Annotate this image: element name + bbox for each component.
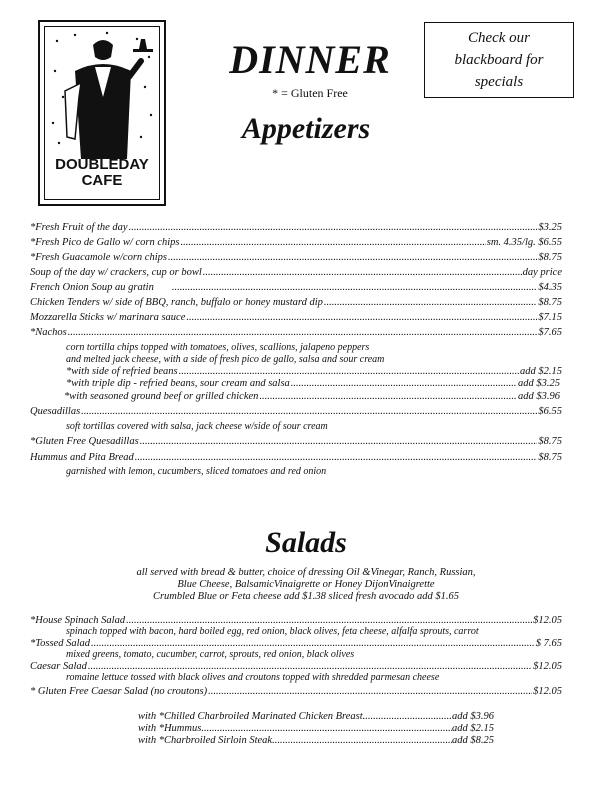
- item-name: Mozzarella Sticks w/ marinara sauce: [30, 312, 186, 323]
- salad-addon: [138, 734, 494, 747]
- item-description: garnished with lemon, cucumbers, sliced tomatoes and red onion: [66, 466, 327, 477]
- item-description: soft tortillas covered with salsa, jack cheese w/side of sour cream: [66, 421, 328, 432]
- addon-price: add $3.25: [518, 378, 560, 389]
- item-price: $ 7.65: [535, 638, 562, 649]
- item-price: $8.75: [538, 436, 562, 447]
- item-name: *Fresh Fruit of the day: [30, 222, 128, 233]
- specials-line: specials: [474, 74, 524, 90]
- menu-item: [30, 311, 562, 324]
- gluten-free-note: * = Gluten Free: [272, 86, 348, 100]
- item-description: and melted jack cheese, with a side of fresh pico de gallo, salsa and sour cream: [66, 354, 385, 365]
- addon-price: add $3.96: [518, 391, 560, 402]
- logo-line-2: CAFE: [81, 172, 123, 189]
- page-title: DINNER: [229, 37, 391, 82]
- item-description: corn tortilla chips topped with tomatoes, olives, scallions, jalapeno peppers: [66, 342, 370, 353]
- addon-price: add $2.15: [452, 723, 494, 734]
- addon-name: with *Charbroiled Sirloin Steak: [138, 735, 273, 746]
- item-name: Caesar Salad: [30, 661, 87, 672]
- addon-item: [64, 390, 560, 403]
- item-price: $12.05: [533, 686, 562, 697]
- item-price: $4.35: [538, 282, 562, 293]
- item-price: $8.75: [538, 252, 562, 263]
- menu-item: [30, 236, 562, 249]
- item-price: $7.65: [538, 327, 562, 338]
- item-name: *Gluten Free Quesadillas: [30, 436, 139, 447]
- menu-item: [30, 281, 562, 294]
- item-price: $7.15: [538, 312, 562, 323]
- addon-name: *with seasoned ground beef or grilled chicken: [64, 391, 259, 402]
- item-price: $3.25: [538, 222, 562, 233]
- menu-item: [30, 266, 562, 279]
- item-price: $12.05: [533, 661, 562, 672]
- item-name: *Fresh Guacamole w/corn chips: [30, 252, 167, 263]
- addon-name: with *Chilled Charbroiled Marinated Chicken Breast: [138, 711, 363, 722]
- salads-intro-line: Crumbled Blue or Feta cheese add $1.38 sliced fresh avocado add $1.65: [152, 591, 460, 602]
- salads-intro-line: all served with bread & butter, choice of dressing Oil &Vinegar, Ranch, Russian,: [136, 567, 476, 578]
- menu-item: [30, 435, 562, 448]
- menu-item: [30, 296, 562, 309]
- item-description: spinach topped with bacon, hard boiled egg, red onion, black olives, feta cheese, alfalfa sprouts, carrot: [66, 626, 479, 637]
- item-name: * Gluten Free Caesar Salad (no croutons): [30, 686, 208, 697]
- item-name: Quesadillas: [30, 406, 81, 417]
- addon-item: [66, 377, 560, 390]
- item-price: sm. 4.35/lg. $6.55: [486, 237, 562, 248]
- menu-item: [30, 326, 562, 339]
- logo-line-1: DOUBLEDAY: [55, 156, 149, 173]
- salads-intro-line: Blue Cheese, BalsamicVinaigrette or Honey DijonVinaigrette: [177, 579, 435, 590]
- item-price: $8.75: [538, 297, 562, 308]
- item-description: romaine lettuce tossed with black olives and croutons topped with shredded parmesan cheese: [66, 672, 440, 683]
- menu-item: [30, 405, 562, 418]
- addon-price: add $8.25: [452, 735, 494, 746]
- item-description: mixed greens, tomato, cucumber, carrot, sprouts, red onion, black olives: [66, 649, 355, 660]
- menu-item: [30, 685, 562, 698]
- item-price: $6.55: [538, 406, 562, 417]
- addon-price: add $2.15: [520, 366, 562, 377]
- specials-box: [424, 22, 574, 98]
- item-name: Hummus and Pita Bread: [30, 452, 134, 463]
- addon-name: *with side of refried beans: [66, 366, 178, 377]
- item-name: *House Spinach Salad: [30, 615, 126, 626]
- item-name: *Nachos: [30, 327, 67, 338]
- salads-heading: Salads: [265, 526, 347, 559]
- item-name: Soup of the day w/ crackers, cup or bowl: [30, 267, 202, 278]
- addon-price: add $3.96: [452, 711, 494, 722]
- item-price: day price: [522, 267, 562, 278]
- item-name: French Onion Soup au gratin: [30, 282, 154, 293]
- specials-line: blackboard for: [454, 52, 544, 68]
- item-price: $8.75: [538, 452, 562, 463]
- item-name: *Tossed Salad: [30, 638, 91, 649]
- menu-item: [30, 251, 562, 264]
- addon-name: with *Hummus: [138, 723, 202, 734]
- item-name: Chicken Tenders w/ side of BBQ, ranch, buffalo or honey mustard dip: [30, 297, 323, 308]
- specials-line: Check our: [467, 30, 531, 46]
- item-name: *Fresh Pico de Gallo w/ corn chips: [30, 237, 180, 248]
- item-price: $12.05: [533, 615, 562, 626]
- menu-item: [30, 221, 562, 234]
- menu-item: [30, 451, 562, 464]
- addon-name: *with triple dip - refried beans, sour cream and salsa: [66, 378, 290, 389]
- appetizers-heading: Appetizers: [241, 112, 371, 145]
